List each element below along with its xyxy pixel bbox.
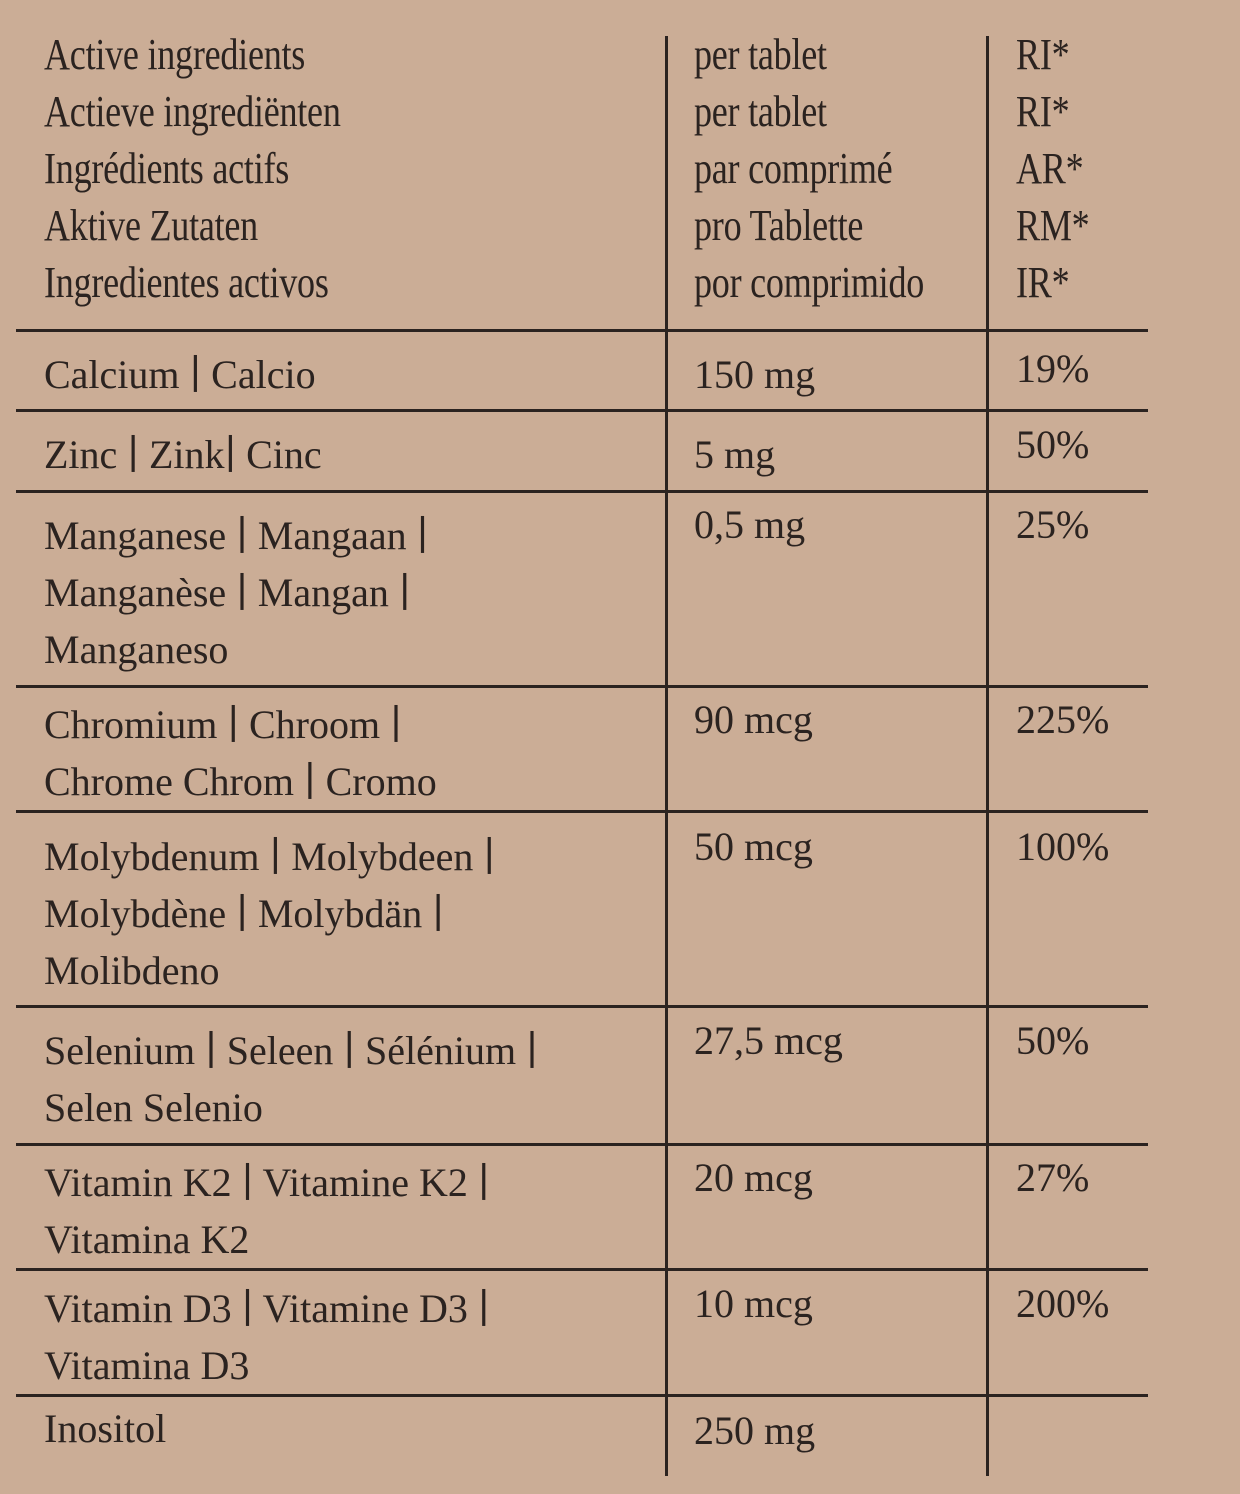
header-ri-label: AR* [1016,144,1084,193]
header-amount-label: pro Tablette [694,201,864,250]
ingredient-ri: 27% [1016,1155,1090,1200]
ingredient-name-line: Manganeso [44,627,229,672]
ingredient-name [44,828,495,999]
ingredient-name [44,507,428,678]
ingredient-amount: 20 mcg [694,1155,813,1200]
ingredient-name-line: Selenium ∣ Seleen ∣ Sélénium ∣ [44,1028,538,1073]
header-ri-label: IR* [1016,258,1070,307]
header-ingredient-label: Aktive Zutaten [44,201,258,250]
ingredient-name-line: Calcium ∣ Calcio [44,352,316,397]
ingredient-name [44,1280,489,1394]
ingredient-ri: 50% [1016,1018,1090,1063]
ingredient-name-line: Zinc ∣ Zink∣ Cinc [44,432,322,477]
ingredient-name-line: Molybdenum ∣ Molybdeen ∣ [44,834,496,879]
ingredient-ri: 200% [1016,1281,1110,1326]
ingredient-amount: 50 mcg [694,824,813,869]
ingredient-name [44,346,316,403]
row-divider [16,490,1148,493]
ingredient-name-line: Chrome Chrom ∣ Cromo [44,759,437,804]
ingredient-name [44,1154,489,1268]
ingredient-name [44,426,322,483]
ingredient-amount: 90 mcg [694,697,813,742]
ingredient-amount: 250 mg [694,1408,816,1453]
header-ingredient-label: Active ingredients [44,30,306,79]
row-divider [16,1143,1148,1146]
ingredient-amount: 27,5 mcg [694,1018,843,1063]
ingredient-name [44,1400,166,1457]
ingredient-ri: 100% [1016,824,1110,869]
row-divider [16,1005,1148,1008]
ingredient-name-line: Vitamin D3 ∣ Vitamine D3 ∣ [44,1286,490,1331]
header-ingredient-label: Actieve ingrediënten [44,87,341,136]
ingredient-ri: 19% [1016,346,1090,391]
row-divider [16,1268,1148,1271]
ingredient-name [44,1022,538,1136]
ingredient-name-line: Inositol [44,1406,167,1451]
header-amount-label: por comprimido [694,258,925,307]
row-divider [16,685,1148,688]
ingredient-amount: 5 mg [694,432,776,477]
ingredient-name-line: Manganèse ∣ Mangan ∣ [44,570,411,615]
header-ingredient-label: Ingredientes activos [44,258,329,307]
header-ingredient-label: Ingrédients actifs [44,144,290,193]
ingredient-amount: 10 mcg [694,1281,813,1326]
header-ri-label: RI* [1016,30,1070,79]
ingredient-name [44,696,437,810]
ingredient-ri: 225% [1016,697,1110,742]
column-divider-amount [665,36,668,1476]
header-ri-column [1016,26,1089,311]
header-ri-label: RI* [1016,87,1070,136]
ingredient-name-line: Vitamina D3 [44,1343,250,1388]
ingredient-name-line: Selen Selenio [44,1085,263,1130]
row-divider [16,1394,1148,1397]
ingredient-name-line: Molybdène ∣ Molybdän ∣ [44,891,444,936]
ingredient-name-line: Manganese ∣ Mangaan ∣ [44,513,429,558]
ingredient-name-line: Molibdeno [44,948,220,993]
header-amount-label: per tablet [694,30,827,79]
ingredient-name-line: Chromium ∣ Chroom ∣ [44,702,402,747]
ingredient-amount: 150 mg [694,352,816,397]
ingredient-ri: 25% [1016,502,1090,547]
header-amount-column [694,26,924,311]
header-ingredient-column [44,26,341,311]
ingredient-ri: 50% [1016,422,1090,467]
header-amount-label: per tablet [694,87,827,136]
row-divider [16,329,1148,332]
row-divider [16,409,1148,412]
ingredient-name-line: Vitamina K2 [44,1217,250,1262]
header-amount-label: par comprimé [694,144,893,193]
row-divider [16,810,1148,813]
ingredient-amount: 0,5 mg [694,502,806,547]
column-divider-ri [986,36,989,1476]
ingredient-name-line: Vitamin K2 ∣ Vitamine K2 ∣ [44,1160,490,1205]
header-ri-label: RM* [1016,201,1090,250]
